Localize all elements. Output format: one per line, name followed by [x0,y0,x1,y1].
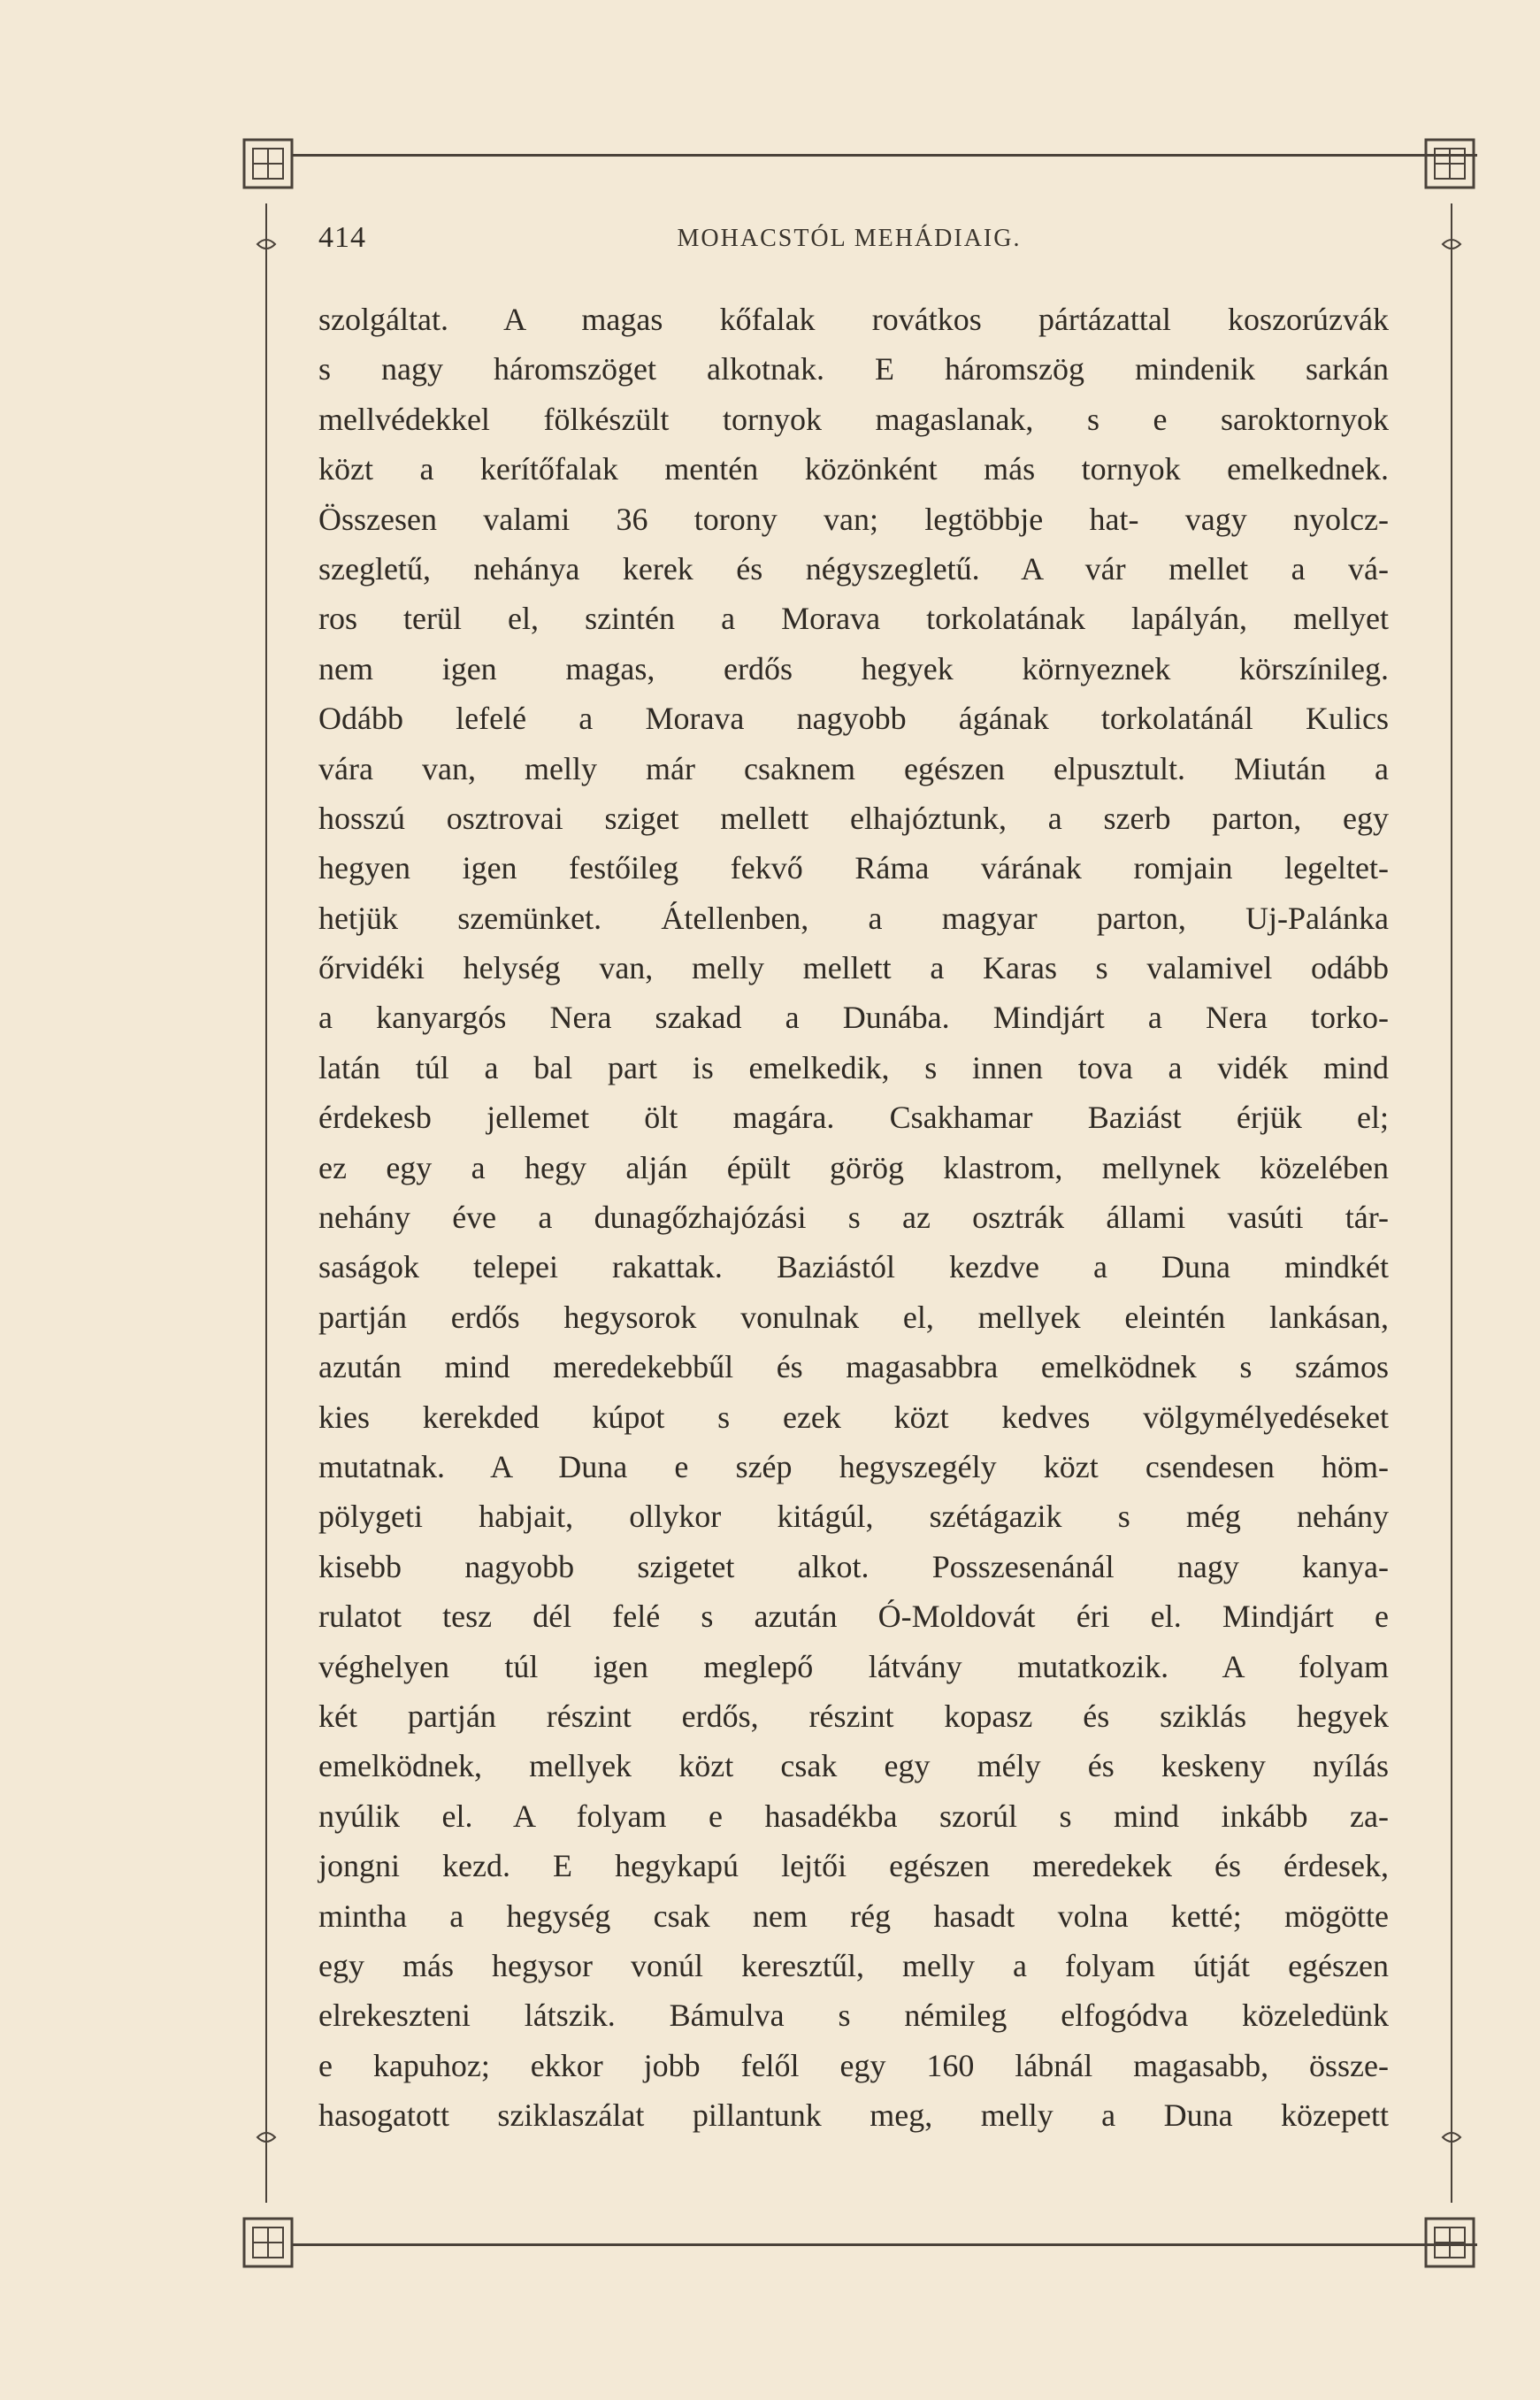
text-line: őrvidéki helység van, melly mellett a Karas s valamivel odább [318,950,1389,986]
corner-ornament-icon [1419,133,1481,195]
text-line: a kanyargós Nera szakad a Dunába. Mindjárt a Nera torko- [318,1000,1389,1036]
corner-ornament-icon [237,2212,299,2273]
text-line: hosszú osztrovai sziget mellett elhajóztunk, a szerb parton, egy [318,800,1389,836]
text-line: partján erdős hegysorok vonulnak el, mellyek eleintén lankásan, [318,1299,1389,1335]
text-line: hegyen igen festőileg fekvő Ráma várának romjain legeltet- [318,850,1389,886]
text-line: egy más hegysor vonúl keresztűl, melly a folyam útját egészen [318,1947,1389,1983]
text-line: rulatot tesz dél felé s azután Ó-Moldovát éri el. Mindjárt e [318,1599,1389,1635]
side-ornament-icon [255,232,278,276]
text-line: mutatnak. A Duna e szép hegyszegély közt csendesen höm- [318,1448,1389,1484]
corner-ornament-icon [237,133,299,195]
text-line: közt a kerítőfalak mentén közönként más tornyok emelkednek. [318,451,1389,487]
text-line: hasogatott sziklaszálat pillantunk meg, melly a Duna közepett [318,2097,1389,2134]
text-line: kies kerekded kúpot s ezek közt kedves völgymélyedéseket [318,1399,1389,1435]
left-rule [265,203,267,2203]
side-ornament-icon [1440,232,1463,276]
text-line: emelködnek, mellyek közt csak egy mély és keskeny nyílás [318,1748,1389,1784]
bottom-rule [292,2243,1477,2246]
top-rule [292,154,1477,157]
text-line: hetjük szemünket. Átellenben, a magyar parton, Uj-Palánka [318,900,1389,936]
text-line: elrekeszteni látszik. Bámulva s némileg elfogódva közeledünk [318,1997,1389,2034]
text-line: kisebb nagyobb szigetet alkot. Posszesenánál nagy kanya- [318,1548,1389,1584]
text-line: Odább lefelé a Morava nagyobb ágának torkolatánál Kulics [318,701,1389,737]
text-line: latán túl a bal part is emelkedik, s innen tova a vidék mind [318,1049,1389,1085]
text-line: szegletű, nehánya kerek és négyszegletű. A vár mellet a vá- [318,550,1389,587]
corner-ornament-icon [1419,2212,1481,2273]
text-line: vára van, melly már csaknem egészen elpusztult. Miután a [318,750,1389,786]
text-line: mintha a hegység csak nem rég hasadt volna ketté; mögötte [318,1898,1389,1934]
text-line: Összesen valami 36 torony van; legtöbbje hat- vagy nyolcz- [318,501,1389,537]
text-line: azután mind meredekebbűl és magasabbra emelködnek s számos [318,1349,1389,1385]
text-line: nehány éve a dunagőzhajózási s az osztrák állami vasúti tár- [318,1200,1389,1236]
text-line: szolgáltat. A magas kőfalak rovátkos pártázattal koszorúzvák [318,302,1389,337]
text-line: ros terül el, szintén a Morava torkolatának lapályán, mellyet [318,601,1389,637]
text-line: mellvédekkel fölkészült tornyok magaslanak, s e saroktornyok [318,401,1389,437]
text-line: nem igen magas, erdős hegyek környeznek körszínileg. [318,650,1389,686]
text-line: két partján részint erdős, részint kopasz és sziklás hegyek [318,1698,1389,1734]
text-line: jongni kezd. E hegykapú lejtői egészen meredekek és érdesek, [318,1848,1389,1884]
text-line: saságok telepei rakattak. Baziástól kezdve a Duna mindkét [318,1249,1389,1285]
side-ornament-icon [255,2105,278,2150]
text-line: ez egy a hegy alján épült görög klastrom, mellynek közelében [318,1149,1389,1185]
text-line: pölygeti habjait, ollykor kitágúl, szétágazik s még nehány [318,1499,1389,1535]
page-number: 414 [318,221,366,254]
text-line: e kapuhoz; ekkor jobb felől egy 160 lábnál magasabb, össze- [318,2047,1389,2083]
text-line: nyúlik el. A folyam e hasadékba szorúl s mind inkább za- [318,1798,1389,1834]
body-text [318,295,1389,2140]
text-line: s nagy háromszöget alkotnak. E háromszög mindenik sarkán [318,351,1389,387]
text-line: véghelyen túl igen meglepő látvány mutatkozik. A folyam [318,1648,1389,1684]
running-title: MOHACSTÓL MEHÁDIAIG. [677,225,1022,252]
text-line: érdekesb jellemet ölt magára. Csakhamar Baziást érjük el; [318,1100,1389,1136]
page-header [318,221,1380,265]
right-rule [1451,203,1452,2203]
side-ornament-icon [1440,2105,1463,2150]
